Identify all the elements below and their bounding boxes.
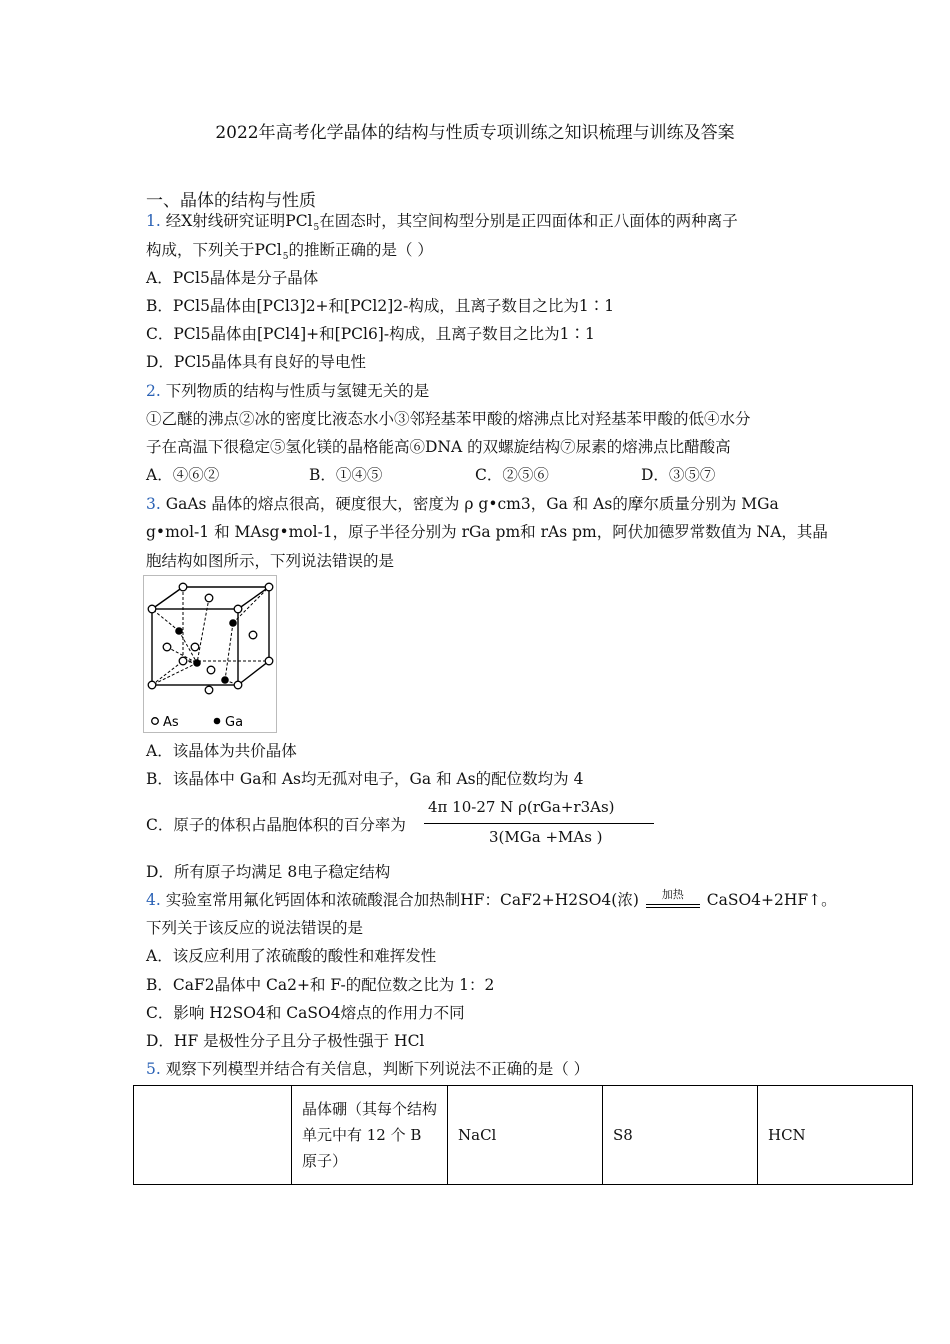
q2-option-d: D．③⑤⑦ [641, 466, 716, 484]
q4-stem-line2: 下列关于该反应的说法错误的是 [146, 919, 364, 937]
q3-stem-line1: 3. GaAs 晶体的熔点很高，硬度很大，密度为 ρ g•cm3，Ga 和 As的摩尔质量分别为 MGa [146, 495, 779, 513]
gaas-unit-cell-figure [143, 575, 277, 733]
q3-option-b: B．该晶体中 Ga和 As均无孤对电子，Ga 和 As的配位数均为 4 [146, 770, 584, 788]
q1-option-b: B．PCl5晶体由[PCl3]2+和[PCl2]2-构成，且离子数目之比为1∶1 [146, 297, 615, 315]
q1-stem-line1: 1. 经X射线研究证明PCl$_5$在固态时，其空间构型分别是正四面体和正八面体的两种离子 [146, 212, 738, 233]
table-cell-empty [134, 1086, 292, 1185]
ga-legend-icon [214, 718, 221, 725]
q1-option-d: D．PCl5晶体具有良好的导电性 [146, 353, 367, 371]
q2-stem: 2. 下列物质的结构与性质与氢键无关的是 [146, 382, 430, 400]
q3-fraction-bar [424, 823, 654, 824]
q4-option-a: A．该反应利用了浓硫酸的酸性和难挥发性 [146, 947, 437, 965]
q3-stem-line3: 胞结构如图所示，下列说法错误的是 [146, 552, 395, 570]
q4-stem-line1: 4. 实验室常用氟化钙固体和浓硫酸混合加热制HF：CaF2+H2SO4(浓) $^{加热}$ CaSO4+2HF↑。 [146, 890, 837, 912]
legend-ga-label: Ga [225, 715, 244, 730]
q2-option-b: B．①④⑤ [309, 466, 383, 484]
q3-option-d: D．所有原子均满足 8电子稳定结构 [146, 863, 391, 881]
q1-number: 1. [146, 212, 161, 230]
table-cell-nacl: NaCl [448, 1086, 603, 1185]
q3-fraction-numerator: 4π 10-27 N ρ(rGa+r3As) [428, 798, 615, 816]
q2-option-c: C．②⑤⑥ [475, 466, 549, 484]
heating-condition: 加热 [661, 888, 684, 901]
q5-stem: 5. 观察下列模型并结合有关信息，判断下列说法不正确的是（ ） [146, 1060, 590, 1078]
q4-option-c: C．影响 H2SO4和 CaSO4熔点的作用力不同 [146, 1004, 465, 1022]
table-cell-boron: 晶体硼（其每个结构单元中有 12 个 B 原子） [292, 1086, 448, 1185]
q4-number: 4. [146, 891, 161, 909]
q1-option-c: C．PCl5晶体由[PCl4]+和[PCl6]-构成，且离子数目之比为1∶1 [146, 325, 595, 343]
q4-option-b: B．CaF2晶体中 Ca2+和 F-的配位数之比为 1：2 [146, 976, 495, 994]
section-heading: 一、晶体的结构与性质 [146, 191, 316, 211]
q2-number: 2. [146, 382, 161, 400]
as-legend-icon [152, 718, 159, 725]
q3-option-a: A．该晶体为共价晶体 [146, 742, 297, 760]
q5-model-table [133, 1085, 913, 1185]
q1-stem-line2: 构成，下列关于PCl$_5$的推断正确的是（ ） [146, 241, 433, 262]
page-title: 2022年高考化学晶体的结构与性质专项训练之知识梳理与训练及答案 [215, 123, 735, 143]
table-cell-hcn: HCN [758, 1086, 913, 1185]
legend-as-label: As [163, 715, 179, 730]
q2-items-line1: ①乙醚的沸点②冰的密度比液态水小③邻羟基苯甲酸的熔沸点比对羟基苯甲酸的低④水分 [146, 410, 751, 428]
table-cell-s8: S8 [603, 1086, 758, 1185]
q1-option-a: A．PCl5晶体是分子晶体 [146, 269, 319, 287]
q2-option-a: A．④⑥② [146, 466, 220, 484]
q2-items-line2: 子在高温下很稳定⑤氢化镁的晶格能高⑥DNA 的双螺旋结构⑦尿素的熔沸点比醋酸高 [146, 438, 731, 456]
table-row [134, 1086, 913, 1185]
q3-option-c: C．原子的体积占晶胞体积的百分率为 [146, 816, 406, 834]
q4-option-d: D．HF 是极性分子且分子极性强于 HCl [146, 1032, 425, 1050]
q3-fraction-denominator: 3(MGa +MAs ) [489, 828, 603, 846]
q5-number: 5. [146, 1060, 161, 1078]
q3-stem-line2: g•mol-1 和 MAsg•mol-1，原子半径分别为 rGa pm和 rAs pm，阿伏加德罗常数值为 NA，其晶 [146, 523, 828, 541]
q3-number: 3. [146, 495, 161, 513]
reaction-condition-arrow [644, 890, 702, 912]
